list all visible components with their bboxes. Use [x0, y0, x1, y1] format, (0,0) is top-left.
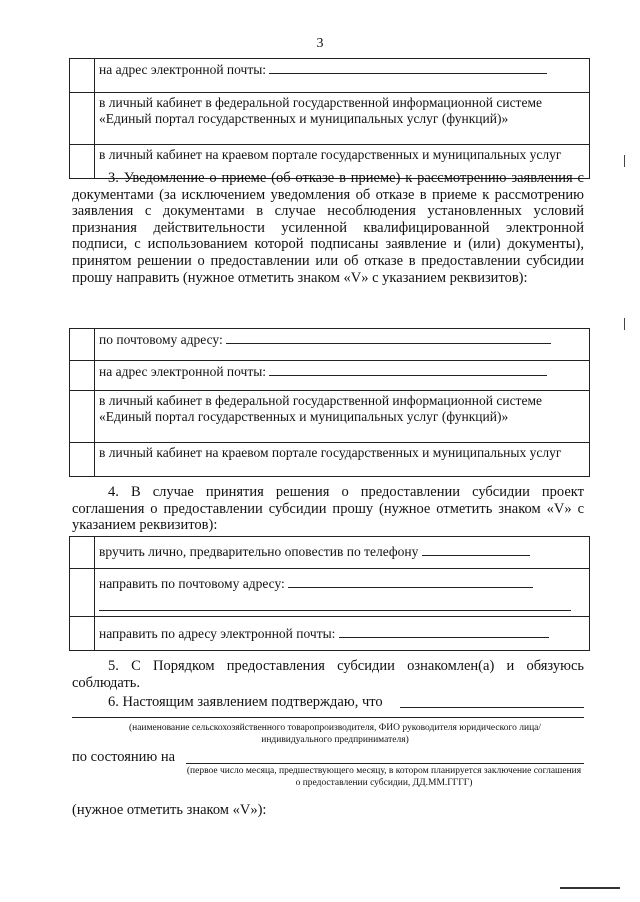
agreement-delivery-table: [69, 536, 590, 651]
paragraph-3: 3. Уведомление о приеме (об отказе в приеме) к рассмотрению заявления с документами (за исключением уведомления об отказе в приеме к рассмотрению заявления с документами в случае несоблюдения установленных условий признания действительности усиленной квалифицированной электронной подписи, с использованием которой подписаны заявление и (или) документы), принятом решении о предоставлении или об отказе в предоставлении субсидии прошу направить (нужное отметить знаком «V» с указанием реквизитов):: [72, 170, 584, 286]
notification-channel-table-2: [69, 328, 590, 477]
table-row: [70, 93, 590, 145]
mark-instruction: (нужное отметить знаком «V»):: [72, 802, 267, 818]
option-regional-portal: в личный кабинет на краевом портале государственных и муниципальных услуг: [95, 443, 590, 477]
table-row: [70, 59, 590, 93]
option-email: направить по адресу электронной почты:: [95, 617, 590, 651]
postal-address-input-line[interactable]: [226, 331, 551, 344]
option-federal-portal: в личный кабинет в федеральной государственной информационной системе «Единый портал государственных и муниципальных услуг (функций)»: [95, 93, 590, 145]
table-row: [70, 391, 590, 443]
postal-address-input-line[interactable]: [288, 575, 533, 588]
scan-mark: [624, 155, 625, 167]
option-federal-portal: в личный кабинет в федеральной государственной информационной системе «Единый портал государственных и муниципальных услуг (функций)»: [95, 391, 590, 443]
checkbox-cell-email[interactable]: [70, 59, 95, 93]
checkbox-cell-email[interactable]: [70, 617, 95, 651]
scan-mark: [560, 887, 620, 889]
table-row: [70, 617, 590, 651]
checkbox-cell-federal-portal[interactable]: [70, 93, 95, 145]
table-row: [70, 329, 590, 361]
email-input-line[interactable]: [269, 61, 547, 74]
as-of-label: по состоянию на: [72, 749, 176, 765]
producer-name-caption: (наименование сельскохозяйственного товаропроизводителя, ФИО руководителя юридического лица/индивидуального предпринимателя): [128, 723, 542, 745]
email-input-line[interactable]: [269, 363, 547, 376]
checkbox-cell-postal[interactable]: [70, 329, 95, 361]
table-row: [70, 361, 590, 391]
email-input-line[interactable]: [339, 625, 549, 638]
option-in-person: вручить лично, предварительно оповестив по телефону: [95, 537, 590, 569]
postal-address-input-line-2[interactable]: [99, 598, 571, 611]
option-email: на адрес электронной почты:: [95, 59, 590, 93]
confirmation-input-line[interactable]: [400, 707, 584, 708]
paragraph-5: 5. С Порядком предоставления субсидии ознакомлен(а) и обязуюсь соблюдать.: [72, 658, 584, 691]
notification-channel-table-1: [69, 58, 590, 179]
paragraph-4: 4. В случае принятия решения о предоставлении субсидии проект соглашения о предоставлении субсидии прошу (нужное отметить знаком «V» с указанием реквизитов):: [72, 484, 584, 534]
paragraph-6: 6. Настоящим заявлением подтверждаю, что: [108, 694, 383, 710]
table-row: [70, 443, 590, 477]
scan-mark: [624, 318, 625, 330]
page-number: 3: [316, 36, 324, 51]
option-email: на адрес электронной почты:: [95, 361, 590, 391]
checkbox-cell-postal[interactable]: [70, 569, 95, 617]
date-input-line[interactable]: [186, 763, 584, 764]
producer-name-input-line[interactable]: [72, 717, 584, 718]
date-caption: (первое число месяца, предшествующего месяцу, в котором планируется заключение соглашения о предоставлении субсидии, ДД.ММ.ГГГГ): [186, 766, 582, 788]
checkbox-cell-regional-portal[interactable]: [70, 443, 95, 477]
checkbox-cell-federal-portal[interactable]: [70, 391, 95, 443]
table-row: [70, 537, 590, 569]
option-postal: направить по почтовому адресу:: [95, 569, 590, 617]
option-regional-portal: в личный кабинет на краевом портале государственных и муниципальных услуг: [95, 145, 590, 179]
checkbox-cell-in-person[interactable]: [70, 537, 95, 569]
phone-input-line[interactable]: [422, 543, 530, 556]
option-postal: по почтовому адресу:: [95, 329, 590, 361]
checkbox-cell-email[interactable]: [70, 361, 95, 391]
table-row: [70, 569, 590, 617]
